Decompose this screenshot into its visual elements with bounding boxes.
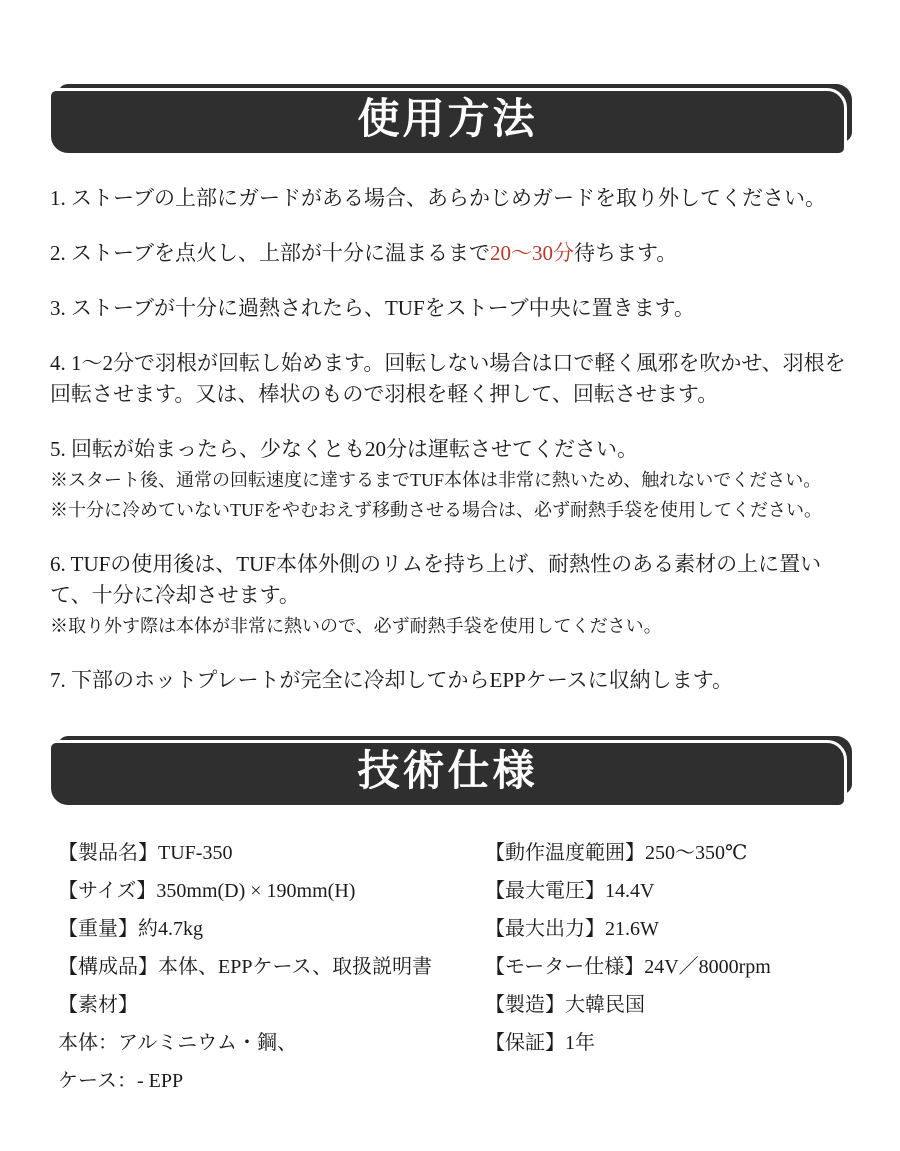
usage-step-5-note-2: ※十分に冷めていないTUFをやむおえず移動させる場合は、必ず耐熱手袋を使用してください。 [50,500,823,520]
specs-columns [48,808,852,1100]
usage-step-1-text: 1. ストーブの上部にガードがある場合、あらかじめガードを取り外してください。 [50,186,826,210]
specs-column-right [485,834,852,1100]
usage-banner [48,84,852,156]
usage-step-6-note-1: ※取り外す際は本体が非常に熱いので、必ず耐熱手袋を使用してください。 [50,616,662,636]
usage-step-1 [50,183,852,214]
spec-max-output: 【最大出力】21.6W [485,918,659,940]
usage-step-4-text: 4. 1～2分で羽根が回転し始めます。回転しない場合は口で軽く風邪を吹かせ、羽根を回転させます。又は、棒状のもので羽根を軽く押して、回転させます。 [50,351,846,406]
spec-material-case: ケース：- EPP [58,1070,184,1092]
specs-column-left [58,834,485,1100]
usage-step-5-note-1: ※スタート後、通常の回転速度に達するまでTUF本体は非常に熱いため、触れないでください。 [50,470,822,490]
usage-step-2-text-after: 待ちます。 [573,241,678,265]
usage-banner-bar [48,88,847,156]
spec-material-label: 【素材】 [58,994,138,1016]
usage-step-2-highlighted-duration: 20～30分 [489,241,574,265]
specs-section-title: 技術仕様 [357,749,538,795]
spec-warranty: 【保証】1年 [485,1032,595,1054]
usage-section [48,84,852,696]
usage-step-7 [50,665,852,696]
usage-step-2 [50,238,852,269]
usage-step-5-text: 5. 回転が始まったら、少なくとも20分は運転させてください。 [50,437,638,461]
specs-banner [48,736,852,808]
usage-step-5 [50,434,852,525]
spec-size: 【サイズ】350mm(D) × 190mm(H) [58,880,356,902]
spec-motor: 【モーター仕様】24V／8000rpm [485,956,771,978]
usage-step-3 [50,293,852,324]
specs-section [48,736,852,1100]
spec-product-name: 【製品名】TUF-350 [58,842,233,864]
spec-contents: 【構成品】本体、EPPケース、取扱説明書 [58,956,433,978]
specs-banner-bar [48,740,847,808]
spec-material-body: 本体：アルミニウム・鋼、 [58,1032,297,1054]
usage-step-2-text-before: 2. ストーブを点火し、上部が十分に温まるまで [50,241,490,265]
spec-max-voltage: 【最大電圧】14.4V [485,880,655,902]
usage-step-7-text: 7. 下部のホットプレートが完全に冷却してからEPPケースに収納します。 [50,668,733,692]
usage-instruction-list [48,156,852,696]
spec-weight: 【重量】約4.7kg [58,918,203,940]
spec-manufacture: 【製造】大韓民国 [485,994,645,1016]
spec-operating-temp: 【動作温度範囲】250～350℃ [485,842,748,864]
usage-step-3-text: 3. ストーブが十分に過熱されたら、TUFをストーブ中央に置きます。 [50,296,695,320]
usage-step-6-text: 6. TUFの使用後は、TUF本体外側のリムを持ち上げ、耐熱性のある素材の上に置いて、十分に冷却させます。 [50,552,822,607]
usage-section-title: 使用方法 [357,97,538,143]
usage-step-6 [50,549,852,641]
usage-step-4 [50,348,852,410]
